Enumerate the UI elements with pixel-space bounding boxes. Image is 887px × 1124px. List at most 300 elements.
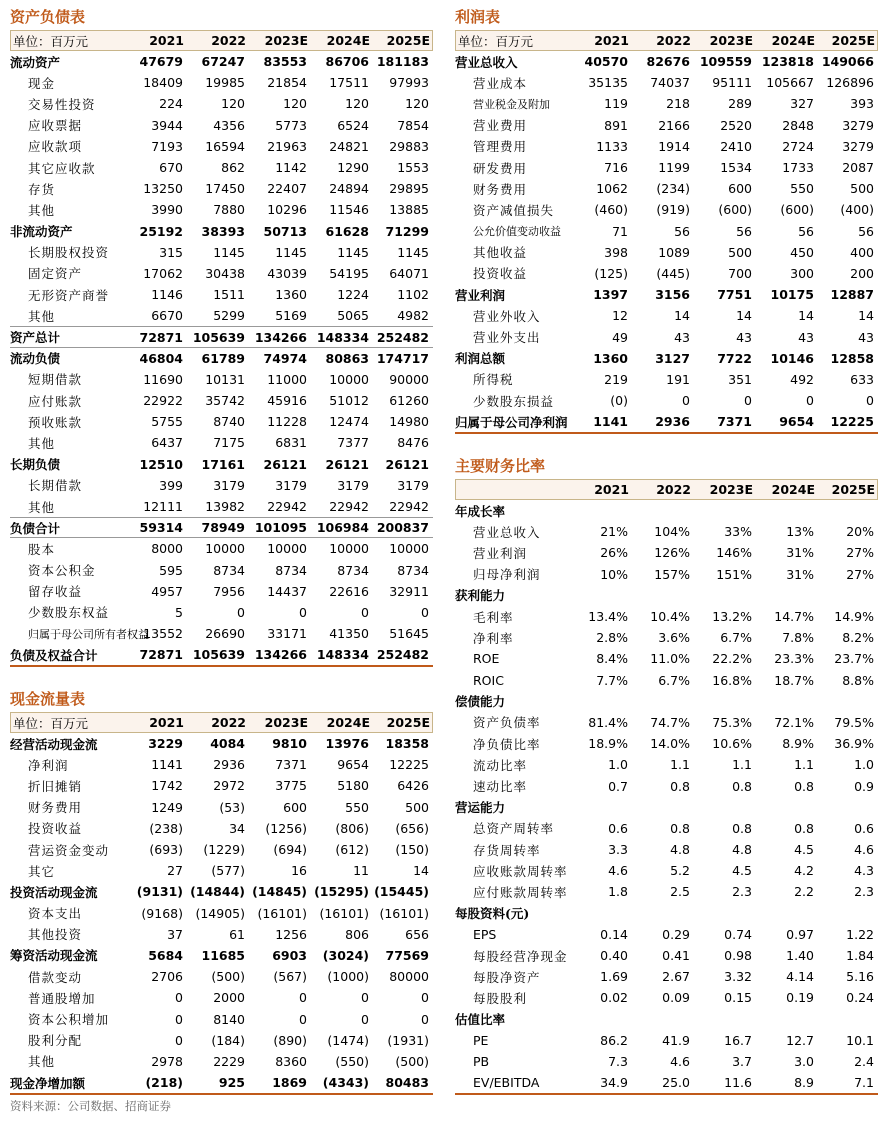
ratios-header (455, 479, 878, 500)
row-value: 14437 (267, 583, 307, 599)
row-value: 6670 (151, 308, 183, 324)
table-row (455, 1030, 878, 1051)
row-value: 56 (736, 223, 752, 239)
row-value: (14905) (195, 905, 245, 921)
row-value: 148334 (316, 647, 369, 663)
row-value: 224 (159, 96, 183, 112)
row-label: 其它 (28, 863, 56, 879)
row-value: 16.7 (724, 1032, 752, 1048)
row-value: 8734 (275, 562, 307, 578)
row-value: 351 (728, 371, 752, 387)
row-value: 75.3% (712, 714, 752, 730)
row-value: 105639 (192, 647, 245, 663)
row-value: 1360 (593, 350, 628, 366)
row-value: 11.0% (650, 651, 690, 667)
row-value: 10000 (267, 541, 307, 557)
row-value: 17511 (329, 75, 369, 91)
row-value: 806 (345, 926, 369, 942)
row-label: EV/EBITDA (473, 1075, 540, 1091)
ratios-title: 主要财务比率 (455, 457, 546, 475)
row-value: (15295) (314, 884, 369, 900)
row-value: 891 (604, 117, 628, 133)
row-value: 0 (361, 1011, 369, 1027)
row-value: 1133 (596, 138, 628, 154)
row-label: 股利分配 (28, 1033, 83, 1049)
table-row (455, 93, 878, 114)
row-label: 留存收益 (28, 584, 83, 600)
table-row (10, 93, 433, 114)
row-label: 现金净增加额 (10, 1075, 86, 1091)
row-value: 45916 (267, 393, 307, 409)
row-value: (1474) (327, 1032, 369, 1048)
row-value: 24894 (329, 181, 369, 197)
row-label: 每股资料(元) (455, 906, 530, 922)
row-value: 12111 (143, 499, 183, 515)
row-value: 14.7% (774, 609, 814, 625)
row-value: 22942 (389, 499, 429, 515)
table-row (455, 818, 878, 839)
row-value: 120 (283, 96, 307, 112)
row-value: 14 (858, 308, 874, 324)
row-label: 营业税金及附加 (473, 97, 550, 111)
row-label: 速动比率 (473, 779, 528, 795)
row-value: 14 (736, 308, 752, 324)
row-value: 500 (405, 799, 429, 815)
row-value: 49 (612, 329, 628, 345)
table-row (455, 903, 878, 924)
table-row (455, 564, 878, 585)
row-value: 8.4% (596, 651, 628, 667)
table-row (455, 221, 878, 242)
row-label: 长期借款 (28, 478, 83, 494)
row-value: 20% (846, 524, 874, 540)
row-value: 43 (736, 329, 752, 345)
row-value: 8734 (337, 562, 369, 578)
row-value: 11 (353, 863, 369, 879)
row-value: 83553 (263, 54, 307, 70)
row-value: 252482 (376, 329, 429, 345)
row-label: 无形资产商誉 (28, 287, 110, 303)
row-value: 71 (612, 223, 628, 239)
year-header: 2024E (771, 482, 815, 497)
row-value: 6524 (337, 117, 369, 133)
row-value: 2087 (842, 160, 874, 176)
row-value: 18.7% (774, 672, 814, 688)
row-value: (890) (273, 1032, 307, 1048)
row-value: 14 (413, 863, 429, 879)
row-value: 77569 (385, 947, 429, 963)
row-value: 1869 (272, 1075, 307, 1091)
row-value: 43 (798, 329, 814, 345)
row-value: 61628 (325, 223, 369, 239)
row-value: 51645 (389, 626, 429, 642)
row-label: 年成长率 (455, 503, 506, 519)
row-value: 0.8 (732, 820, 752, 836)
row-value: 7175 (213, 435, 245, 451)
row-value: 3.0 (794, 1053, 814, 1069)
row-value: (445) (656, 265, 690, 281)
row-value: 1290 (337, 160, 369, 176)
row-value: 4.8 (670, 842, 690, 858)
row-value: 10000 (205, 541, 245, 557)
row-value: 300 (790, 265, 814, 281)
row-value: 0.8 (794, 820, 814, 836)
table-row (10, 115, 433, 136)
table-row (10, 966, 433, 987)
row-value: (919) (656, 202, 690, 218)
row-value: 12225 (830, 414, 874, 430)
row-value: 7854 (397, 117, 429, 133)
row-value: 2.8% (596, 630, 628, 646)
row-value: 46804 (139, 350, 183, 366)
table-row (455, 945, 878, 966)
row-value: (14844) (190, 884, 245, 900)
row-value: 7.3 (608, 1053, 628, 1069)
table-row (10, 945, 433, 966)
row-value: 0.9 (854, 778, 874, 794)
row-label: 其他 (28, 202, 56, 218)
row-value: 1141 (151, 757, 183, 773)
row-value: 119 (604, 96, 628, 112)
row-value: 101095 (254, 520, 307, 536)
row-label: 偿债能力 (455, 694, 506, 710)
row-value: 191 (666, 371, 690, 387)
row-value: 1.0 (854, 757, 874, 773)
row-label: PB (473, 1053, 490, 1069)
row-value: 595 (159, 562, 183, 578)
row-value: 67247 (201, 54, 245, 70)
row-value: 2229 (213, 1053, 245, 1069)
row-value: 7.7% (596, 672, 628, 688)
row-value: 0.41 (662, 948, 690, 964)
table-row (455, 1072, 878, 1093)
row-label: ROIC (473, 672, 504, 688)
year-header: 2022 (211, 715, 246, 730)
row-value: 327 (790, 96, 814, 112)
table-row (10, 263, 433, 284)
table-row (455, 860, 878, 881)
row-label: 利润总额 (455, 351, 506, 367)
row-value: 81.4% (588, 714, 628, 730)
balance-sheet-title: 资产负债表 (10, 8, 86, 26)
row-value: 25.0 (662, 1075, 690, 1091)
row-value: 18409 (143, 75, 183, 91)
row-value: 17062 (143, 265, 183, 281)
row-value: 61 (229, 926, 245, 942)
row-value: 6.7% (658, 672, 690, 688)
row-value: 29883 (389, 138, 429, 154)
table-row (455, 775, 878, 796)
row-value: 3990 (151, 202, 183, 218)
table-row (10, 602, 433, 623)
table-row (10, 432, 433, 453)
row-value: 7880 (213, 202, 245, 218)
row-value: 25192 (139, 223, 183, 239)
row-value: 0.7 (608, 778, 628, 794)
row-value: 0 (361, 604, 369, 620)
row-value: 2.2 (794, 884, 814, 900)
table-row (10, 136, 433, 157)
row-value: 18358 (385, 736, 429, 752)
row-value: 1199 (658, 160, 690, 176)
row-value: 82676 (646, 54, 690, 70)
row-label: 投资收益 (473, 266, 528, 282)
row-value: 9654 (337, 757, 369, 773)
row-value: 56 (674, 223, 690, 239)
table-row (455, 606, 878, 627)
row-value: 10.6% (712, 736, 752, 752)
row-value: 5 (175, 604, 183, 620)
row-label: 经营活动现金流 (10, 736, 98, 752)
row-value: 33171 (267, 626, 307, 642)
row-value: 7371 (717, 414, 752, 430)
row-value: 8.9% (782, 736, 814, 752)
ratios-rows (455, 500, 878, 1095)
year-header: 2021 (594, 33, 629, 48)
year-header: 2021 (149, 715, 184, 730)
row-value: 59314 (139, 520, 183, 536)
row-value: 3229 (148, 736, 183, 752)
row-label: 营运资金变动 (28, 842, 110, 858)
table-row (455, 305, 878, 326)
row-label: 营业总收入 (455, 54, 518, 70)
row-value: 2936 (655, 414, 690, 430)
table-row (455, 72, 878, 93)
row-value: 1733 (782, 160, 814, 176)
row-value: 1145 (213, 244, 245, 260)
row-value: 492 (790, 371, 814, 387)
row-value: 10.4% (650, 609, 690, 625)
row-value: 74.7% (650, 714, 690, 730)
row-value: 10296 (267, 202, 307, 218)
row-value: 16594 (205, 138, 245, 154)
row-value: 23.3% (774, 651, 814, 667)
row-label: 获利能力 (455, 588, 506, 604)
row-value: 22.2% (712, 651, 752, 667)
row-value: 13.2% (712, 609, 752, 625)
table-row (455, 733, 878, 754)
table-row (455, 242, 878, 263)
row-value: 0 (361, 990, 369, 1006)
year-header: 2024E (326, 715, 370, 730)
row-value: 4957 (151, 583, 183, 599)
row-value: 79.5% (834, 714, 874, 730)
row-value: (500) (211, 969, 245, 985)
row-value: 22616 (329, 583, 369, 599)
row-value: 14 (798, 308, 814, 324)
row-value: 13982 (205, 499, 245, 515)
year-header: 2023E (264, 715, 308, 730)
row-value: 1249 (151, 799, 183, 815)
row-label: 归属于母公司所有者权益 (28, 627, 149, 641)
row-value: 17450 (205, 181, 245, 197)
row-value: 3127 (655, 350, 690, 366)
row-value: 61260 (389, 393, 429, 409)
row-value: 1141 (593, 414, 628, 430)
row-value: 29895 (389, 181, 429, 197)
row-value: 27% (846, 545, 874, 561)
row-label: 其他 (28, 308, 56, 324)
row-value: 4084 (210, 736, 245, 752)
row-value: 8.2% (842, 630, 874, 646)
row-value: (577) (211, 863, 245, 879)
row-value: 86.2 (600, 1032, 628, 1048)
row-value: 10000 (329, 541, 369, 557)
row-value: 17161 (201, 456, 245, 472)
row-value: (234) (656, 181, 690, 197)
row-value: 134266 (254, 329, 307, 345)
row-value: 3179 (337, 477, 369, 493)
table-row (455, 754, 878, 775)
row-value: 6437 (151, 435, 183, 451)
row-value: 16.8% (712, 672, 752, 688)
row-value: 1.0 (608, 757, 628, 773)
row-value: 500 (728, 244, 752, 260)
row-value: 398 (604, 244, 628, 260)
row-value: 105667 (766, 75, 814, 91)
row-value: 0 (175, 1011, 183, 1027)
row-value: 0.98 (724, 948, 752, 964)
row-label: 借款变动 (28, 969, 83, 985)
cashflow-header (10, 712, 433, 733)
row-value: 31% (786, 566, 814, 582)
row-value: 13552 (143, 626, 183, 642)
row-value: 6903 (272, 947, 307, 963)
row-value: 27% (846, 566, 874, 582)
row-value: 22942 (329, 499, 369, 515)
row-value: (460) (594, 202, 628, 218)
table-row (10, 581, 433, 602)
row-value: 86706 (325, 54, 369, 70)
row-value: 0 (237, 604, 245, 620)
row-value: 1145 (337, 244, 369, 260)
row-value: 157% (654, 566, 690, 582)
row-value: 21854 (267, 75, 307, 91)
row-value: 5773 (275, 117, 307, 133)
row-value: 4.6 (608, 863, 628, 879)
row-value: 6426 (397, 778, 429, 794)
year-header: 2025E (831, 33, 875, 48)
row-label: 营业外支出 (473, 330, 541, 346)
row-label: 负债及权益合计 (10, 647, 98, 663)
row-value: 35742 (205, 393, 245, 409)
row-value: 11685 (201, 947, 245, 963)
row-value: 61789 (201, 350, 245, 366)
row-label: 长期负债 (10, 457, 61, 473)
row-value: 31% (786, 545, 814, 561)
row-label: PE (473, 1032, 489, 1048)
row-value: 2978 (151, 1053, 183, 1069)
row-value: 670 (159, 160, 183, 176)
row-label: 净利润 (28, 757, 69, 773)
row-value: 8360 (275, 1053, 307, 1069)
row-value: 109559 (699, 54, 752, 70)
row-value: 500 (850, 181, 874, 197)
row-value: 5299 (213, 308, 245, 324)
row-value: 2.67 (662, 969, 690, 985)
row-value: 7.8% (782, 630, 814, 646)
table-row (10, 623, 433, 644)
row-label: 投资活动现金流 (10, 884, 98, 900)
row-value: 14.9% (834, 609, 874, 625)
row-value: 78949 (201, 520, 245, 536)
table-row (455, 521, 878, 542)
row-value: (9131) (136, 884, 183, 900)
row-label: 存货 (28, 181, 56, 197)
year-header: 2025E (831, 482, 875, 497)
row-label: 资本公积金 (28, 563, 96, 579)
row-label: 其他 (28, 1054, 56, 1070)
row-value: 450 (790, 244, 814, 260)
row-value: 3.6% (658, 630, 690, 646)
row-value: 10000 (389, 541, 429, 557)
table-row (455, 648, 878, 669)
row-label: 资本公积增加 (28, 1012, 110, 1028)
row-value: 126% (654, 545, 690, 561)
row-value: 19985 (205, 75, 245, 91)
row-value: (125) (594, 265, 628, 281)
row-label: 应收票据 (28, 118, 83, 134)
row-label: 短期借款 (28, 372, 83, 388)
row-label: 每股经营净现金 (473, 948, 568, 964)
table-row (10, 242, 433, 263)
row-value: 0.8 (670, 820, 690, 836)
row-label: 营运能力 (455, 800, 506, 816)
row-value: 43039 (267, 265, 307, 281)
table-row (455, 691, 878, 712)
row-value: 0.09 (662, 990, 690, 1006)
table-row (10, 284, 433, 305)
row-value: 3179 (397, 477, 429, 493)
row-value: 134266 (254, 647, 307, 663)
row-value: 600 (728, 181, 752, 197)
row-value: (567) (273, 969, 307, 985)
row-value: 11228 (267, 414, 307, 430)
row-label: 折旧摊销 (28, 778, 83, 794)
row-value: 56 (798, 223, 814, 239)
row-label: 普通股增加 (28, 990, 96, 1006)
row-value: 550 (345, 799, 369, 815)
table-row (10, 305, 433, 326)
row-value: 0.40 (600, 948, 628, 964)
row-value: (184) (211, 1032, 245, 1048)
row-value: 36.9% (834, 736, 874, 752)
row-value: 12225 (389, 757, 429, 773)
row-value: 1.1 (794, 757, 814, 773)
row-value: 1102 (397, 287, 429, 303)
row-label: 应付账款 (28, 393, 83, 409)
row-value: 0.15 (724, 990, 752, 1006)
table-row (455, 585, 878, 606)
row-value: 41.9 (662, 1032, 690, 1048)
row-value: 13885 (389, 202, 429, 218)
table-row (10, 1030, 433, 1051)
row-value: 2936 (213, 757, 245, 773)
row-value: (600) (780, 202, 814, 218)
table-row (10, 157, 433, 178)
row-label: 非流动资产 (10, 224, 73, 240)
row-value: 1145 (397, 244, 429, 260)
row-value: (9168) (141, 905, 183, 921)
table-row (455, 284, 878, 305)
row-value: 0.19 (786, 990, 814, 1006)
row-value: 50713 (263, 223, 307, 239)
row-value: 27 (167, 863, 183, 879)
year-header: 2022 (656, 482, 691, 497)
row-label: 毛利率 (473, 609, 514, 625)
row-value: 0 (682, 393, 690, 409)
row-value: 1.40 (786, 948, 814, 964)
